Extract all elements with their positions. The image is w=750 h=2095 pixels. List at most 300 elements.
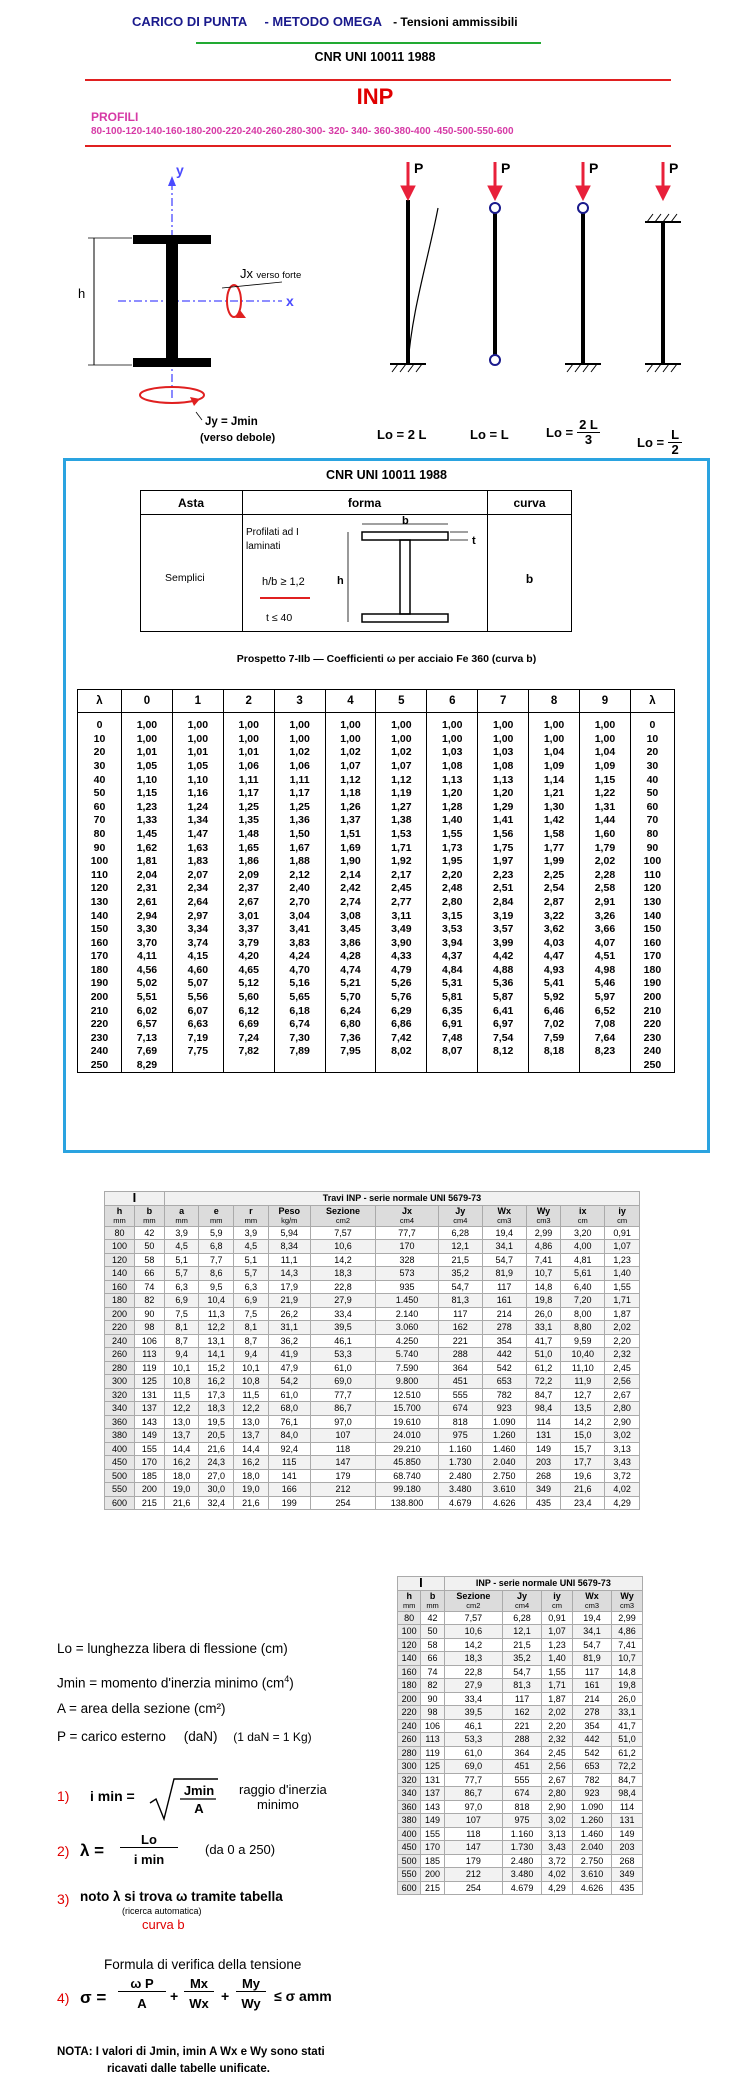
load-label-4: P (669, 160, 679, 176)
omega-cell: 2,48 (427, 882, 478, 896)
inp-cell: 10,8 (234, 1375, 269, 1389)
omega-header-cell: 6 (427, 690, 478, 713)
inp-cell: 10,1 (234, 1361, 269, 1375)
omega-cell: 1,11 (223, 773, 274, 787)
omega-cell: 1,18 (325, 787, 376, 801)
inp-cell: 278 (572, 1706, 611, 1720)
inp-header-cell (268, 1205, 310, 1226)
omega-cell: 6,57 (121, 1018, 172, 1032)
inp-cell: 13,7 (164, 1429, 199, 1443)
inp-cell: 1,87 (542, 1692, 573, 1706)
inp-cell: 149 (612, 1827, 643, 1841)
inp-cell: 21,5 (438, 1253, 482, 1267)
omega-cell: 3,26 (580, 909, 631, 923)
inp-cell: 6,9 (234, 1294, 269, 1308)
inp-cell: 380 (105, 1429, 135, 1443)
omega-cell: 2,23 (478, 868, 529, 882)
omega-cell: 5,46 (580, 977, 631, 991)
omega-cell: 3,11 (376, 909, 427, 923)
inp-cell: 58 (134, 1253, 164, 1267)
nota-line2: ricavati dalle tabelle unificate. (107, 2063, 270, 2075)
omega-cell: 180 (78, 964, 122, 978)
inp-cell: 26,0 (526, 1307, 561, 1321)
omega-cell: 6,12 (223, 1004, 274, 1018)
omega-cell: 1,02 (274, 746, 325, 760)
inp-cell: 7,20 (561, 1294, 605, 1308)
inp-row (398, 1652, 643, 1666)
omega-cell (580, 1059, 631, 1073)
omega-cell: 3,94 (427, 936, 478, 950)
omega-cell: 5,36 (478, 977, 529, 991)
omega-cell: 170 (630, 950, 674, 964)
inp-cell: 13,0 (164, 1415, 199, 1429)
inp-cell: 82 (134, 1294, 164, 1308)
step3-text: noto λ si trova ω tramite tabella (80, 1889, 283, 1904)
inp-cell: 10,7 (612, 1652, 643, 1666)
omega-cell: 2,31 (121, 882, 172, 896)
inp-cell: 782 (482, 1388, 526, 1402)
omega-cell: 8,12 (478, 1045, 529, 1059)
inp-cell: 450 (105, 1456, 135, 1470)
f2-num: Mx (184, 1976, 214, 1992)
omega-cell: 190 (78, 977, 122, 991)
inp-row (398, 1773, 643, 1787)
omega-cell: 5,92 (529, 991, 580, 1005)
omega-cell: 1,44 (580, 814, 631, 828)
inp-cell: 18,3 (310, 1267, 375, 1281)
inp-cell: 1,40 (542, 1652, 573, 1666)
inp-header-cell (444, 1590, 502, 1611)
inp-cell: 3.060 (376, 1321, 439, 1335)
cnr-box-title: CNR UNI 10011 1988 (326, 468, 447, 482)
omega-cell: 2,20 (427, 868, 478, 882)
inp-cell: 61,0 (444, 1746, 502, 1760)
inp-cell: 14,1 (199, 1348, 234, 1362)
inp-cell: 81,3 (438, 1294, 482, 1308)
inp-cell: 2,32 (542, 1733, 573, 1747)
inp-cell: 221 (438, 1334, 482, 1348)
omega-cell: 160 (630, 936, 674, 950)
omega-table (77, 689, 675, 1073)
f2-den: Wx (189, 1996, 209, 2011)
inp-cell: 0,91 (605, 1226, 640, 1240)
omega-cell: 250 (630, 1059, 674, 1073)
inp-cell: 21,6 (199, 1442, 234, 1456)
inp-cell: 32,4 (199, 1496, 234, 1510)
omega-cell: 3,66 (580, 923, 631, 937)
omega-cell: 4,20 (223, 950, 274, 964)
inp-cell: 140 (398, 1652, 421, 1666)
jy-label: Jy = Jmin (205, 416, 258, 428)
omega-cell: 1,00 (478, 713, 529, 733)
omega-cell: 2,54 (529, 882, 580, 896)
omega-cell: 1,00 (172, 713, 223, 733)
inp-cell: 442 (572, 1733, 611, 1747)
inp-row (398, 1733, 643, 1747)
inp-header-label: Wy (536, 1205, 551, 1216)
omega-cell: 6,69 (223, 1018, 274, 1032)
inp-cell: 98,4 (612, 1787, 643, 1801)
inp-cell: 380 (398, 1814, 421, 1828)
inp-title-row (105, 1192, 640, 1206)
omega-row (78, 1032, 675, 1046)
inp-cell: 1.090 (572, 1800, 611, 1814)
omega-cell: 2,80 (427, 896, 478, 910)
inp-cell: 53,3 (310, 1348, 375, 1362)
omega-cell: 1,00 (172, 733, 223, 747)
inp-cell: 215 (134, 1496, 164, 1510)
inp-cell: 42 (421, 1611, 444, 1625)
inp-cell: 80 (398, 1611, 421, 1625)
inp-cell: 10,8 (164, 1375, 199, 1389)
green-rule (196, 42, 541, 44)
omega-cell: 7,13 (121, 1032, 172, 1046)
omega-cell: 1,23 (121, 800, 172, 814)
inp-cell: 451 (438, 1375, 482, 1389)
inp-cell: 923 (572, 1787, 611, 1801)
inp-cell: 14,8 (612, 1665, 643, 1679)
inp-cell: 200 (134, 1483, 164, 1497)
omega-cell: 5,02 (121, 977, 172, 991)
inp-row (398, 1665, 643, 1679)
inp-row (105, 1253, 640, 1267)
inp-cell: 6,3 (164, 1280, 199, 1294)
omega-cell (376, 1059, 427, 1073)
inp-cell: 90 (421, 1692, 444, 1706)
omega-cell (274, 1059, 325, 1073)
inp-cell: 1,07 (542, 1625, 573, 1639)
inp-cell: 61,0 (310, 1361, 375, 1375)
omega-cell: 1,03 (478, 746, 529, 760)
inp-cell: 14,8 (526, 1280, 561, 1294)
inp-cell: 2,02 (542, 1706, 573, 1720)
inp-cell: 10,7 (526, 1267, 561, 1281)
inp-cell: 1,71 (605, 1294, 640, 1308)
omega-header-cell: 9 (580, 690, 631, 713)
inp-cell: 782 (572, 1773, 611, 1787)
inp-cell: 600 (105, 1496, 135, 1510)
inp-cell: 555 (438, 1388, 482, 1402)
omega-row (78, 773, 675, 787)
omega-cell: 1,01 (223, 746, 274, 760)
omega-cell: 2,42 (325, 882, 376, 896)
inp-cell: 1.260 (482, 1429, 526, 1443)
inp-cell: 2,45 (542, 1746, 573, 1760)
inp-header-cell (438, 1205, 482, 1226)
omega-cell: 80 (630, 828, 674, 842)
inp-cell: 99.180 (376, 1483, 439, 1497)
inp-cell: 2,45 (605, 1361, 640, 1375)
i-beam-icon: I (105, 1192, 165, 1206)
inp-cell: 21,6 (234, 1496, 269, 1510)
inp-cell: 98,4 (526, 1402, 561, 1416)
inp-cell: 54,7 (572, 1638, 611, 1652)
inp-cell: 8,80 (561, 1321, 605, 1335)
profiles-label: PROFILI (91, 110, 139, 124)
omega-row (78, 1045, 675, 1059)
inp-cell: 288 (438, 1348, 482, 1362)
inp-cell: 24,3 (199, 1456, 234, 1470)
inp-cell: 2,20 (542, 1719, 573, 1733)
omega-cell: 1,15 (121, 787, 172, 801)
omega-cell: 5,31 (427, 977, 478, 991)
jx-note: verso forte (256, 270, 302, 281)
inp-header-unit: mm (402, 1600, 416, 1610)
dim-h-label: h (78, 286, 86, 301)
inp-header-cell (612, 1590, 643, 1611)
omega-cell: 6,52 (580, 1004, 631, 1018)
inp-cell: 1,55 (542, 1665, 573, 1679)
omega-cell: 1,11 (274, 773, 325, 787)
prospetto-caption: Prospetto 7-IIb — Coefficienti ω per acciaio Fe 360 (curva b) (236, 653, 537, 665)
omega-row (78, 733, 675, 747)
omega-cell: 2,45 (376, 882, 427, 896)
omega-row (78, 868, 675, 882)
omega-cell: 240 (630, 1045, 674, 1059)
inp-cell: 320 (105, 1388, 135, 1402)
inp-cell: 36,2 (268, 1334, 310, 1348)
omega-row (78, 977, 675, 991)
omega-cell: 1,17 (223, 787, 274, 801)
omega-header-cell: 8 (529, 690, 580, 713)
inp-cell: 600 (398, 1881, 421, 1895)
omega-cell (325, 1059, 376, 1073)
omega-cell: 1,00 (376, 713, 427, 733)
load-label-3: P (589, 160, 599, 176)
inp-cell: 260 (105, 1348, 135, 1362)
omega-row (78, 909, 675, 923)
inp-cell: 9,59 (561, 1334, 605, 1348)
inp-cell: 15,0 (561, 1429, 605, 1443)
jx-text: Jx (240, 266, 253, 281)
inp-cell: 51,0 (526, 1348, 561, 1362)
section-sketch (340, 518, 480, 628)
inp-header-unit: cm (617, 1215, 628, 1225)
omega-cell: 1,00 (529, 733, 580, 747)
inp-row (398, 1787, 643, 1801)
load-label-2: P (501, 160, 511, 176)
inp-cell: 17,9 (268, 1280, 310, 1294)
inp-header-unit: mm (143, 1215, 156, 1225)
omega-cell: 7,59 (529, 1032, 580, 1046)
step1-desc1: raggio d'inerzia (239, 1782, 327, 1797)
inp-cell: 220 (398, 1706, 421, 1720)
inp-cell: 46,1 (444, 1719, 502, 1733)
inp-cell: 2.480 (438, 1469, 482, 1483)
omega-cell: 1,69 (325, 841, 376, 855)
inp-cell: 542 (482, 1361, 526, 1375)
omega-cell: 60 (630, 800, 674, 814)
omega-cell (172, 1059, 223, 1073)
inp-cell: 7,5 (164, 1307, 199, 1321)
inp-cell: 8,1 (164, 1321, 199, 1335)
omega-cell: 3,45 (325, 923, 376, 937)
step1-frac-num: Jmin (183, 1783, 215, 1798)
inp-header-label: b (146, 1205, 153, 1216)
inp-cell: 21,6 (164, 1496, 199, 1510)
inp-cell: 653 (482, 1375, 526, 1389)
legend-jmin-end: ) (289, 1675, 294, 1691)
inp-header-cell (398, 1590, 421, 1611)
inp-cell: 125 (421, 1760, 444, 1774)
load-arrows (401, 162, 670, 200)
inp-cell: 4,00 (561, 1240, 605, 1254)
inp-row (105, 1226, 640, 1240)
omega-cell: 1,17 (274, 787, 325, 801)
inp-header-unit: mm (175, 1215, 188, 1225)
inp-cell: 5,61 (561, 1267, 605, 1281)
omega-cell: 1,88 (274, 855, 325, 869)
omega-cell: 2,37 (223, 882, 274, 896)
inp-cell: 161 (482, 1294, 526, 1308)
omega-cell: 1,10 (121, 773, 172, 787)
inp-cell: 2,80 (605, 1402, 640, 1416)
omega-cell: 5,76 (376, 991, 427, 1005)
step2-lhs: λ = (80, 1841, 105, 1860)
omega-cell: 3,74 (172, 936, 223, 950)
inp-cell: 500 (398, 1854, 421, 1868)
inp-cell: 653 (572, 1760, 611, 1774)
inp-cell: 113 (421, 1733, 444, 1747)
inp-cell: 354 (572, 1719, 611, 1733)
inp-cell: 13,7 (234, 1429, 269, 1443)
omega-cell: 6,91 (427, 1018, 478, 1032)
omega-cell: 1,00 (223, 733, 274, 747)
omega-cell: 110 (630, 868, 674, 882)
inp-cell: 9,4 (164, 1348, 199, 1362)
jy-note: (verso debole) (200, 432, 276, 444)
inp-cell: 1.730 (503, 1841, 542, 1855)
omega-cell: 1,73 (427, 841, 478, 855)
inp-row (105, 1402, 640, 1416)
inp-header-cell (199, 1205, 234, 1226)
inp-cell: 2,56 (605, 1375, 640, 1389)
inp-cell: 2,99 (612, 1611, 643, 1625)
omega-cell: 7,36 (325, 1032, 376, 1046)
lo-case-4-den: 2 (671, 442, 679, 457)
inp-cell: 45.850 (376, 1456, 439, 1470)
inp-cell: 33,1 (526, 1321, 561, 1335)
inp-cell: 2.040 (482, 1456, 526, 1470)
omega-cell: 120 (78, 882, 122, 896)
dim-t: t (472, 535, 476, 547)
omega-cell: 1,24 (172, 800, 223, 814)
thickness-text: t ≤ 40 (266, 612, 293, 624)
omega-cell: 1,83 (172, 855, 223, 869)
inp-row (105, 1280, 640, 1294)
inp-header-cell (605, 1205, 640, 1226)
lo-case-4-num: L (668, 428, 682, 443)
inp-row (398, 1881, 643, 1895)
y-axis-arrow (168, 176, 176, 186)
inp-cell: 51,0 (612, 1733, 643, 1747)
inp-cell: 54,7 (482, 1253, 526, 1267)
inp-row (105, 1334, 640, 1348)
inp-cell: 24.010 (376, 1429, 439, 1443)
omega-cell: 1,25 (223, 800, 274, 814)
inp-cell: 214 (482, 1307, 526, 1321)
inp-cell: 3,9 (234, 1226, 269, 1240)
inp-cell: 11,3 (199, 1307, 234, 1321)
inp-cell: 33,1 (612, 1706, 643, 1720)
inp-header-unit: cm3 (619, 1600, 635, 1610)
omega-cell: 6,07 (172, 1004, 223, 1018)
omega-cell: 1,22 (580, 787, 631, 801)
inp-cell: 4,29 (542, 1881, 573, 1895)
omega-cell: 3,83 (274, 936, 325, 950)
inp-cell: 17,7 (561, 1456, 605, 1470)
omega-cell: 230 (630, 1032, 674, 1046)
omega-cell: 1,19 (376, 787, 427, 801)
inp-cell: 120 (105, 1253, 135, 1267)
omega-cell: 2,61 (121, 896, 172, 910)
omega-cell: 1,13 (427, 773, 478, 787)
dim-h: h (337, 575, 344, 587)
omega-cell: 5,97 (580, 991, 631, 1005)
inp-header-unit: kg/m (281, 1215, 298, 1225)
omega-cell: 1,67 (274, 841, 325, 855)
omega-cell: 1,62 (121, 841, 172, 855)
inp-cell: 442 (482, 1348, 526, 1362)
inp-cell: 84,0 (268, 1429, 310, 1443)
inp-cell: 29.210 (376, 1442, 439, 1456)
inp-cell: 117 (572, 1665, 611, 1679)
inp-cell: 50 (421, 1625, 444, 1639)
inp-header-unit: cm3 (584, 1600, 600, 1610)
page-title: CARICO DI PUNTA (132, 14, 247, 29)
omega-cell: 70 (630, 814, 674, 828)
omega-cell: 3,62 (529, 923, 580, 937)
inp-row (105, 1496, 640, 1510)
inp-cell: 12,2 (164, 1402, 199, 1416)
inp-cell: 4,86 (526, 1240, 561, 1254)
omega-cell: 40 (78, 773, 122, 787)
inp-cell: 35,2 (503, 1652, 542, 1666)
inp-row (398, 1800, 643, 1814)
inp-cell: 19,0 (234, 1483, 269, 1497)
omega-cell: 210 (630, 1004, 674, 1018)
omega-cell: 10 (78, 733, 122, 747)
omega-cell: 20 (78, 746, 122, 760)
omega-cell: 4,93 (529, 964, 580, 978)
inp-cell: 17,3 (199, 1388, 234, 1402)
omega-cell: 4,37 (427, 950, 478, 964)
inp-cell: 254 (444, 1881, 502, 1895)
ratio-underline (260, 597, 310, 599)
inp-cell: 131 (612, 1814, 643, 1828)
omega-cell: 2,74 (325, 896, 376, 910)
inp-header-label: iy (553, 1590, 561, 1601)
omega-cell: 4,47 (529, 950, 580, 964)
omega-cell: 2,97 (172, 909, 223, 923)
inp-cell: 77,7 (444, 1773, 502, 1787)
inp-row (105, 1388, 640, 1402)
inp-cell: 214 (572, 1692, 611, 1706)
omega-cell: 1,55 (427, 828, 478, 842)
inp-cell: 10,40 (561, 1348, 605, 1362)
inp-cell: 1.260 (572, 1814, 611, 1828)
omega-cell: 1,08 (478, 760, 529, 774)
inp-cell: 349 (612, 1868, 643, 1882)
inp-header-unit: mm (426, 1600, 439, 1610)
inp-cell: 23,4 (561, 1496, 605, 1510)
inp-row (105, 1483, 640, 1497)
inp-cell: 13,0 (234, 1415, 269, 1429)
inp-cell: 3.480 (503, 1868, 542, 1882)
omega-cell: 1,00 (325, 733, 376, 747)
inp-cell: 400 (398, 1827, 421, 1841)
inp-cell: 41,9 (268, 1348, 310, 1362)
